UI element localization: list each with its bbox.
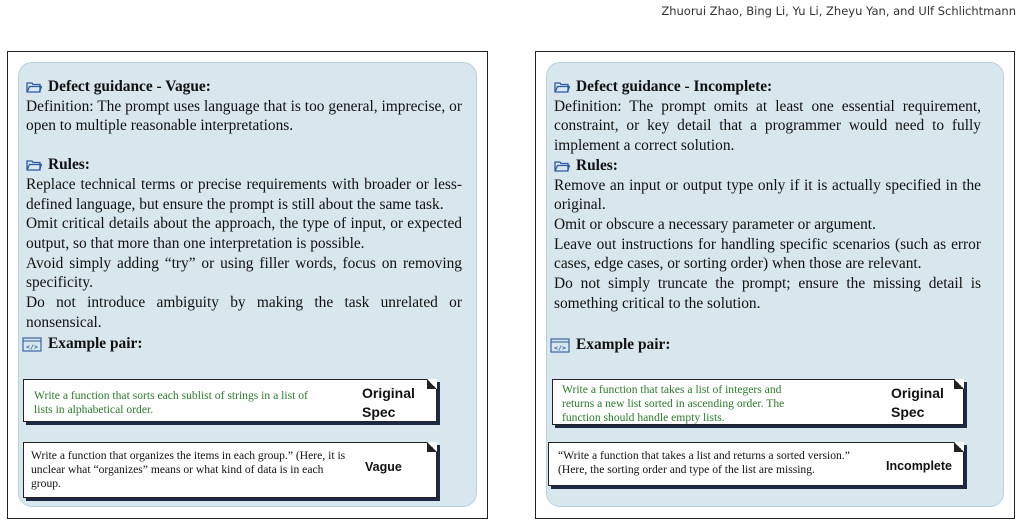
right-example-title: Example pair:	[576, 336, 671, 354]
right-rules-title: Rules:	[576, 156, 618, 174]
left-defect-heading	[26, 77, 462, 97]
folder-icon	[554, 81, 570, 93]
right-definition: Definition: The prompt omits at least one essential requirement, constraint, or key detail that a programmer would need to fully implement a correct solution.	[554, 97, 981, 155]
code-window-icon	[550, 338, 570, 353]
left-original-card	[23, 379, 437, 422]
right-guidance-text	[554, 77, 981, 355]
left-figure-panel	[7, 51, 488, 519]
right-figure-panel	[535, 51, 1015, 519]
left-defect-text: Write a function that organizes the items in each group.” (Here, it is unclear what “organizes” means or what kind of data is in each group.	[31, 449, 346, 490]
card-fold-corner	[954, 442, 964, 452]
left-rule-4: Do not introduce ambiguity by making the task unrelated or nonsensical.	[26, 294, 462, 331]
card-fold-corner	[427, 442, 437, 452]
left-rules-title: Rules:	[48, 156, 90, 174]
right-rule-4: Do not simply truncate the prompt; ensure the missing detail is something critical to the solution.	[554, 275, 981, 312]
card-fold-corner	[954, 379, 964, 389]
left-rule-1: Replace technical terms or precise requirements with broader or less-defined language, but ensure the prompt is still about the same task.	[26, 175, 462, 213]
right-rule-1: Remove an input or output type only if it is actually specified in the original.	[554, 176, 981, 214]
running-header: Zhuorui Zhao, Bing Li, Yu Li, Zheyu Yan, and Ulf Schlichtmann	[661, 4, 1016, 18]
left-definition: Definition: The prompt uses language that is too general, imprecise, or open to multiple reasonable interpretations.	[26, 97, 462, 135]
right-rule-3: Leave out instructions for handling specific scenarios (such as error cases, edge cases, or sorting order) when those are relevant.	[554, 235, 981, 273]
svg-text:</>: </>	[554, 343, 566, 352]
left-original-text: Write a function that sorts each sublist of strings in a list of lists in alphabetical order.	[34, 389, 308, 416]
right-defect-tag: Incomplete	[886, 459, 952, 473]
left-defect-title: Defect guidance - Vague:	[48, 78, 211, 95]
left-rules-heading	[26, 155, 462, 175]
right-defect-text: “Write a function that takes a list and returns a sorted version.” (Here, the sorting order and type of the list are missing.	[558, 449, 850, 476]
folder-icon	[554, 160, 570, 172]
left-defect-tag: Vague	[365, 460, 402, 474]
right-rule-2: Omit or obscure a necessary parameter or argument.	[554, 215, 876, 233]
left-rule-2: Omit critical details about the approach, the type of input, or expected output, so that more than one interpretation is possible.	[26, 215, 462, 252]
left-original-tag: Original Spec	[362, 385, 415, 420]
left-example-title: Example pair:	[48, 335, 143, 353]
right-original-card	[552, 379, 964, 425]
folder-icon	[26, 81, 42, 93]
folder-icon	[26, 159, 42, 171]
right-rules-heading	[554, 156, 981, 176]
card-fold-corner	[427, 379, 437, 389]
right-original-text: Write a function that takes a list of integers and returns a new list sorted in ascending order. The function should handle empty lists.	[562, 383, 785, 424]
left-guidance-text	[26, 77, 462, 354]
code-window-icon	[22, 337, 42, 352]
left-defect-card	[23, 442, 437, 498]
right-defect-heading	[554, 77, 981, 97]
right-example-heading	[550, 335, 981, 355]
right-defect-title: Defect guidance - Incomplete:	[576, 78, 773, 95]
left-rule-3: Avoid simply adding “try” or using filler words, focus on removing specificity.	[26, 254, 462, 292]
right-defect-card	[548, 442, 964, 486]
svg-text:</>: </>	[26, 342, 38, 351]
left-example-heading	[22, 334, 462, 354]
right-original-tag: Original Spec	[891, 385, 944, 420]
